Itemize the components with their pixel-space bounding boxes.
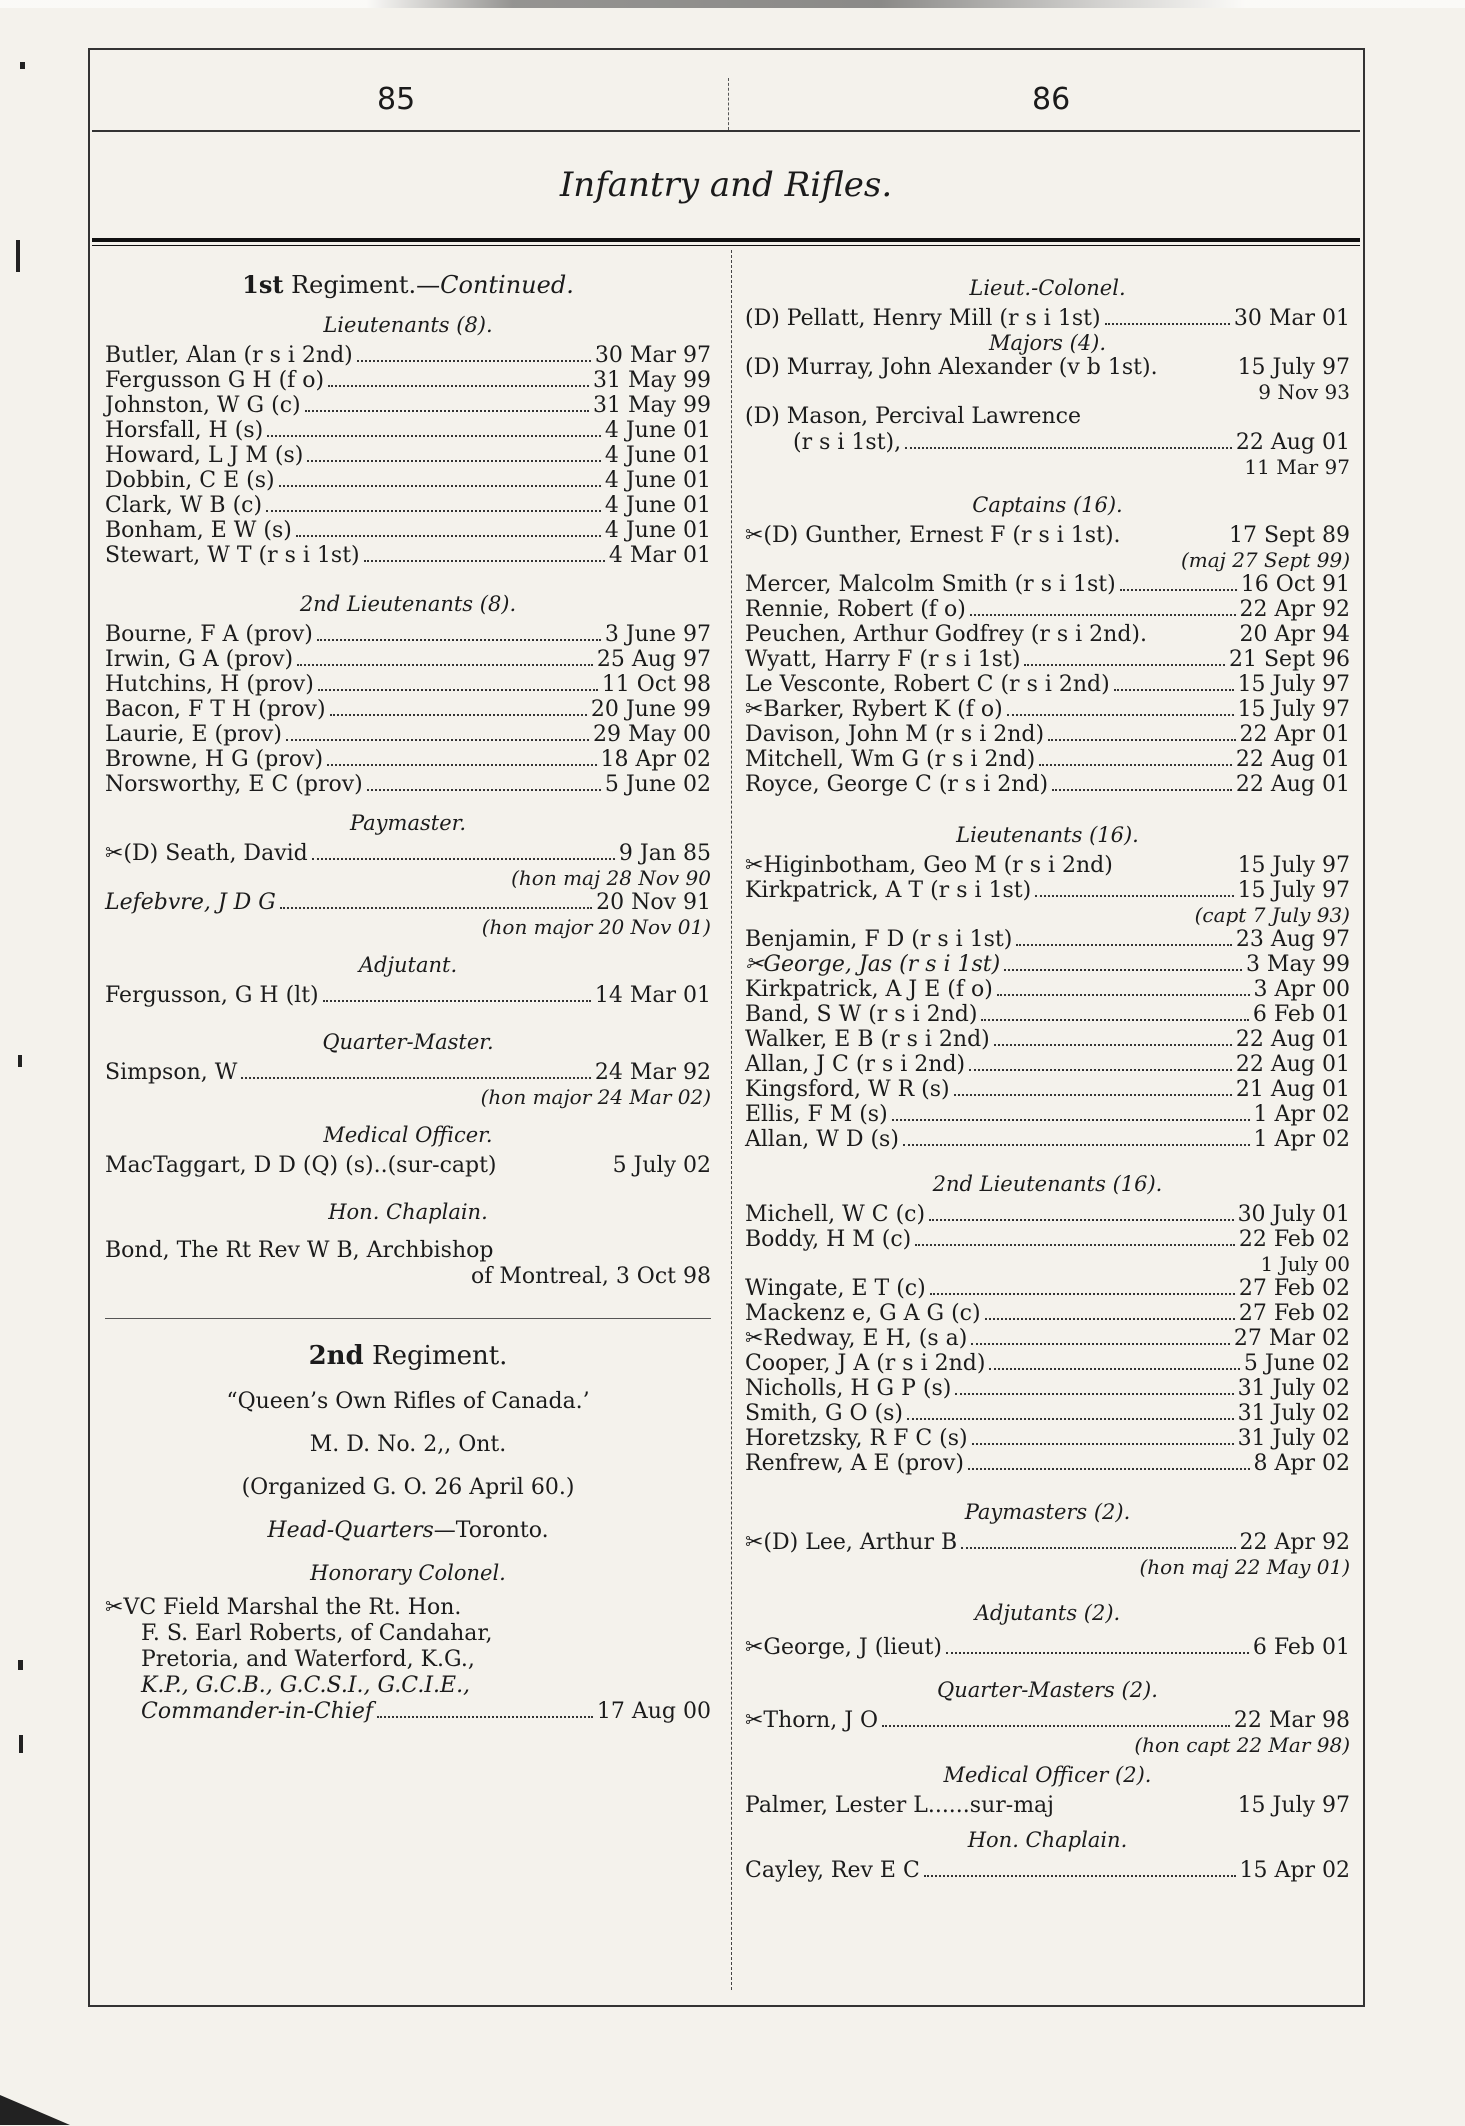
list-item: Simpson, W 24 Mar 92: [105, 1060, 711, 1085]
list-item-note: (maj 27 Sept 99): [1180, 548, 1350, 572]
list-item: Horsfall, H (s) 4 June 01: [105, 418, 711, 443]
list-item: Kingsford, W R (s) 21 Aug 01: [745, 1077, 1350, 1102]
list-item-continued: (r s i 1st), 22 Aug 01: [793, 430, 1350, 455]
lieutenants-heading: Lieutenants (8).: [323, 313, 493, 337]
list-item-note: 9 Nov 93: [1258, 380, 1350, 404]
page-number-divider: [728, 78, 729, 130]
paymasters-heading: Paymasters (2).: [964, 1500, 1131, 1524]
list-item: Wingate, E T (c) 27 Feb 02: [745, 1276, 1350, 1301]
list-item: Norsworthy, E C (prov) 5 June 02: [105, 772, 711, 797]
list-item: ✂Thorn, J O 22 Mar 98: [745, 1708, 1350, 1733]
adjutants-heading: Adjutants (2).: [974, 1601, 1121, 1625]
lieutenants-heading-right: Lieutenants (16).: [956, 823, 1139, 847]
list-item: Butler, Alan (r s i 2nd) 30 Mar 97: [105, 343, 711, 368]
list-item: Cooper, J A (r s i 2nd) 5 June 02: [745, 1351, 1350, 1376]
list-item: Wyatt, Harry F (r s i 1st) 21 Sept 96: [745, 647, 1350, 672]
scan-speck: [18, 1055, 22, 1067]
scan-speck: [16, 240, 20, 272]
list-item: Bacon, F T H (prov) 20 June 99: [105, 697, 711, 722]
list-item: Browne, H G (prov) 18 Apr 02: [105, 747, 711, 772]
list-item: Royce, George C (r s i 2nd) 22 Aug 01: [745, 772, 1350, 797]
list-item: Allan, W D (s) 1 Apr 02: [745, 1127, 1350, 1152]
list-item: ✂(D) Gunther, Ernest F (r s i 1st). 17 Sept 89: [745, 523, 1350, 548]
quarter-master-heading: Quarter-Master.: [322, 1030, 494, 1054]
list-item: Benjamin, F D (r s i 1st) 23 Aug 97: [745, 927, 1350, 952]
list-item: Renfrew, A E (prov) 8 Apr 02: [745, 1451, 1350, 1476]
list-item: Band, S W (r s i 2nd) 6 Feb 01: [745, 1002, 1350, 1027]
right-column: [745, 270, 1350, 1883]
list-item: Bourne, F A (prov) 3 June 97: [105, 622, 711, 647]
list-item: Cayley, Rev E C 15 Apr 02: [745, 1858, 1350, 1883]
left-column: [105, 270, 711, 1724]
second-lieutenants-heading: 2nd Lieutenants (8).: [299, 592, 517, 616]
list-item: Rennie, Robert (f o) 22 Apr 92: [745, 597, 1350, 622]
list-item-note: (hon capt 22 Mar 98): [1134, 1733, 1350, 1757]
list-item-continued: of Montreal, 3 Oct 98: [470, 1264, 711, 1289]
list-item: Palmer, Lester L......sur-maj 15 July 97: [745, 1793, 1350, 1818]
scan-corner-shadow: [0, 2095, 70, 2125]
section-divider: [105, 1318, 711, 1319]
captains-heading: Captains (16).: [972, 493, 1123, 517]
list-item: ✂George, Jas (r s i 1st) 3 May 99: [745, 952, 1350, 977]
list-item: Walker, E B (r s i 2nd) 22 Aug 01: [745, 1027, 1350, 1052]
hon-chaplain-heading: Hon. Chaplain.: [328, 1200, 488, 1224]
list-item: Irwin, G A (prov) 25 Aug 97: [105, 647, 711, 672]
list-item: Davison, John M (r s i 2nd) 22 Apr 01: [745, 722, 1350, 747]
list-item: ✂Higinbotham, Geo M (r s i 2nd) 15 July 97: [745, 853, 1350, 878]
hon-colonel-heading: Honorary Colonel.: [310, 1561, 506, 1585]
list-item: Laurie, E (prov) 29 May 00: [105, 722, 711, 747]
list-item: Howard, L J M (s) 4 June 01: [105, 443, 711, 468]
list-item: (D) Murray, John Alexander (v b 1st). 15 July 97: [745, 355, 1350, 380]
regiment-2-headquarters: Head-Quarters—Toronto.: [267, 1518, 549, 1543]
second-lieutenants-list-right: [745, 1202, 1350, 1476]
list-item: Horetzsky, R F C (s) 31 July 02: [745, 1426, 1350, 1451]
list-item: Peuchen, Arthur Godfrey (r s i 2nd). 20 Apr 94: [745, 622, 1350, 647]
list-item: Allan, J C (r s i 2nd) 22 Aug 01: [745, 1052, 1350, 1077]
regiment-2-district: M. D. No. 2,, Ont.: [309, 1432, 507, 1457]
second-lieutenants-list: [105, 622, 711, 797]
list-item: ✂(D) Lee, Arthur B 22 Apr 92: [745, 1530, 1350, 1555]
list-item-note: (hon maj 28 Nov 90: [511, 866, 711, 890]
heavy-rule: [92, 238, 1360, 242]
list-item: Dobbin, C E (s) 4 June 01: [105, 468, 711, 493]
list-item: Smith, G O (s) 31 July 02: [745, 1401, 1350, 1426]
list-item: Le Vesconte, Robert C (r s i 2nd) 15 July 97: [745, 672, 1350, 697]
list-item: Fergusson G H (f o) 31 May 99: [105, 368, 711, 393]
scan-speck: [18, 1660, 23, 1670]
list-item: ✂George, J (lieut) 6 Feb 01: [745, 1635, 1350, 1660]
page-number-bar: [92, 52, 1360, 132]
list-item: Stewart, W T (r s i 1st) 4 Mar 01: [105, 543, 711, 568]
list-item: Kirkpatrick, A T (r s i 1st) 15 July 97: [745, 878, 1350, 903]
list-item: ✂Barker, Rybert K (f o) 15 July 97: [745, 697, 1350, 722]
regiment-1-heading: 1st Regiment.—Continued.: [242, 270, 574, 299]
list-item-note: (capt 7 July 93): [1194, 903, 1350, 927]
lieut-colonel-heading: Lieut.-Colonel.: [969, 276, 1126, 300]
scan-speck: [20, 62, 25, 69]
quarter-masters-heading: Quarter-Masters (2).: [937, 1678, 1158, 1702]
regiment-2-name: “Queen’s Own Rifles of Canada.’: [226, 1389, 590, 1414]
list-item: Kirkpatrick, A J E (f o) 3 Apr 00: [745, 977, 1350, 1002]
medical-officer-heading: Medical Officer.: [323, 1123, 493, 1147]
list-item: (D) Pellatt, Henry Mill (r s i 1st) 30 Mar 01: [745, 306, 1350, 331]
list-item: Mackenz e, G A G (c) 27 Feb 02: [745, 1301, 1350, 1326]
medical-officer-heading-right: Medical Officer (2).: [943, 1763, 1152, 1787]
list-item: Hutchins, H (prov) 11 Oct 98: [105, 672, 711, 697]
list-item: Boddy, H M (c) 22 Feb 02: [745, 1227, 1350, 1252]
list-item: Clark, W B (c) 4 June 01: [105, 493, 711, 518]
list-item-note: (hon maj 22 May 01): [1139, 1555, 1350, 1579]
list-item: Michell, W C (c) 30 July 01: [745, 1202, 1350, 1227]
hon-colonel-entry: ✂VC Field Marshal the Rt. Hon. F. S. Earl Roberts, of Candahar, Pretoria, and Waterford, K.G., K.P., G.C.B., G.C.S.I., G.C.I.E., Commander-in-Chief 17 Aug 00: [105, 1595, 711, 1724]
scan-top-edge: [0, 0, 1465, 8]
regiment-2-heading: 2nd Regiment.: [308, 1341, 508, 1371]
column-divider: [731, 250, 732, 1990]
list-item-note: (hon major 20 Nov 01): [481, 915, 711, 939]
captains-list: [745, 523, 1350, 797]
list-item: Lefebvre, J D G 20 Nov 91: [105, 890, 711, 915]
regiment-2-organized: (Organized G. O. 26 April 60.): [241, 1475, 575, 1500]
adjutant-heading: Adjutant.: [358, 953, 458, 977]
list-item: Bond, The Rt Rev W B, Archbishop: [105, 1238, 494, 1263]
list-item: (D) Mason, Percival Lawrence: [745, 404, 1082, 429]
list-item: ✂(D) Seath, David 9 Jan 85: [105, 841, 711, 866]
majors-heading: Majors (4).: [988, 331, 1107, 355]
section-title: Infantry and Rifles.: [559, 165, 893, 205]
scan-speck: [19, 1735, 23, 1753]
list-item-note: (hon major 24 Mar 02): [480, 1085, 711, 1109]
page-number-right: 86: [1032, 82, 1071, 117]
list-item: Bonham, E W (s) 4 June 01: [105, 518, 711, 543]
list-item: ✂Redway, E H, (s a) 27 Mar 02: [745, 1326, 1350, 1351]
list-item: Ellis, F M (s) 1 Apr 02: [745, 1102, 1350, 1127]
list-item: Fergusson, G H (lt) 14 Mar 01: [105, 983, 711, 1008]
list-item: Johnston, W G (c) 31 May 99: [105, 393, 711, 418]
paymaster-heading: Paymaster.: [349, 811, 467, 835]
second-lieutenants-heading-right: 2nd Lieutenants (16).: [932, 1172, 1163, 1196]
hon-chaplain-heading-right: Hon. Chaplain.: [967, 1828, 1128, 1852]
list-item-note: 1 July 00: [1260, 1252, 1350, 1276]
thin-rule: [92, 245, 1360, 246]
list-item-note: 11 Mar 97: [1244, 455, 1350, 479]
list-item: Mitchell, Wm G (r s i 2nd) 22 Aug 01: [745, 747, 1350, 772]
list-item: Mercer, Malcolm Smith (r s i 1st) 16 Oct 91: [745, 572, 1350, 597]
lieutenants-list-right: [745, 853, 1350, 1152]
page-number-left: 85: [377, 82, 416, 117]
list-item: Nicholls, H G P (s) 31 July 02: [745, 1376, 1350, 1401]
lieutenants-list: [105, 343, 711, 568]
list-item: MacTaggart, D D (Q) (s)..(sur-capt) 5 July 02: [105, 1153, 711, 1178]
